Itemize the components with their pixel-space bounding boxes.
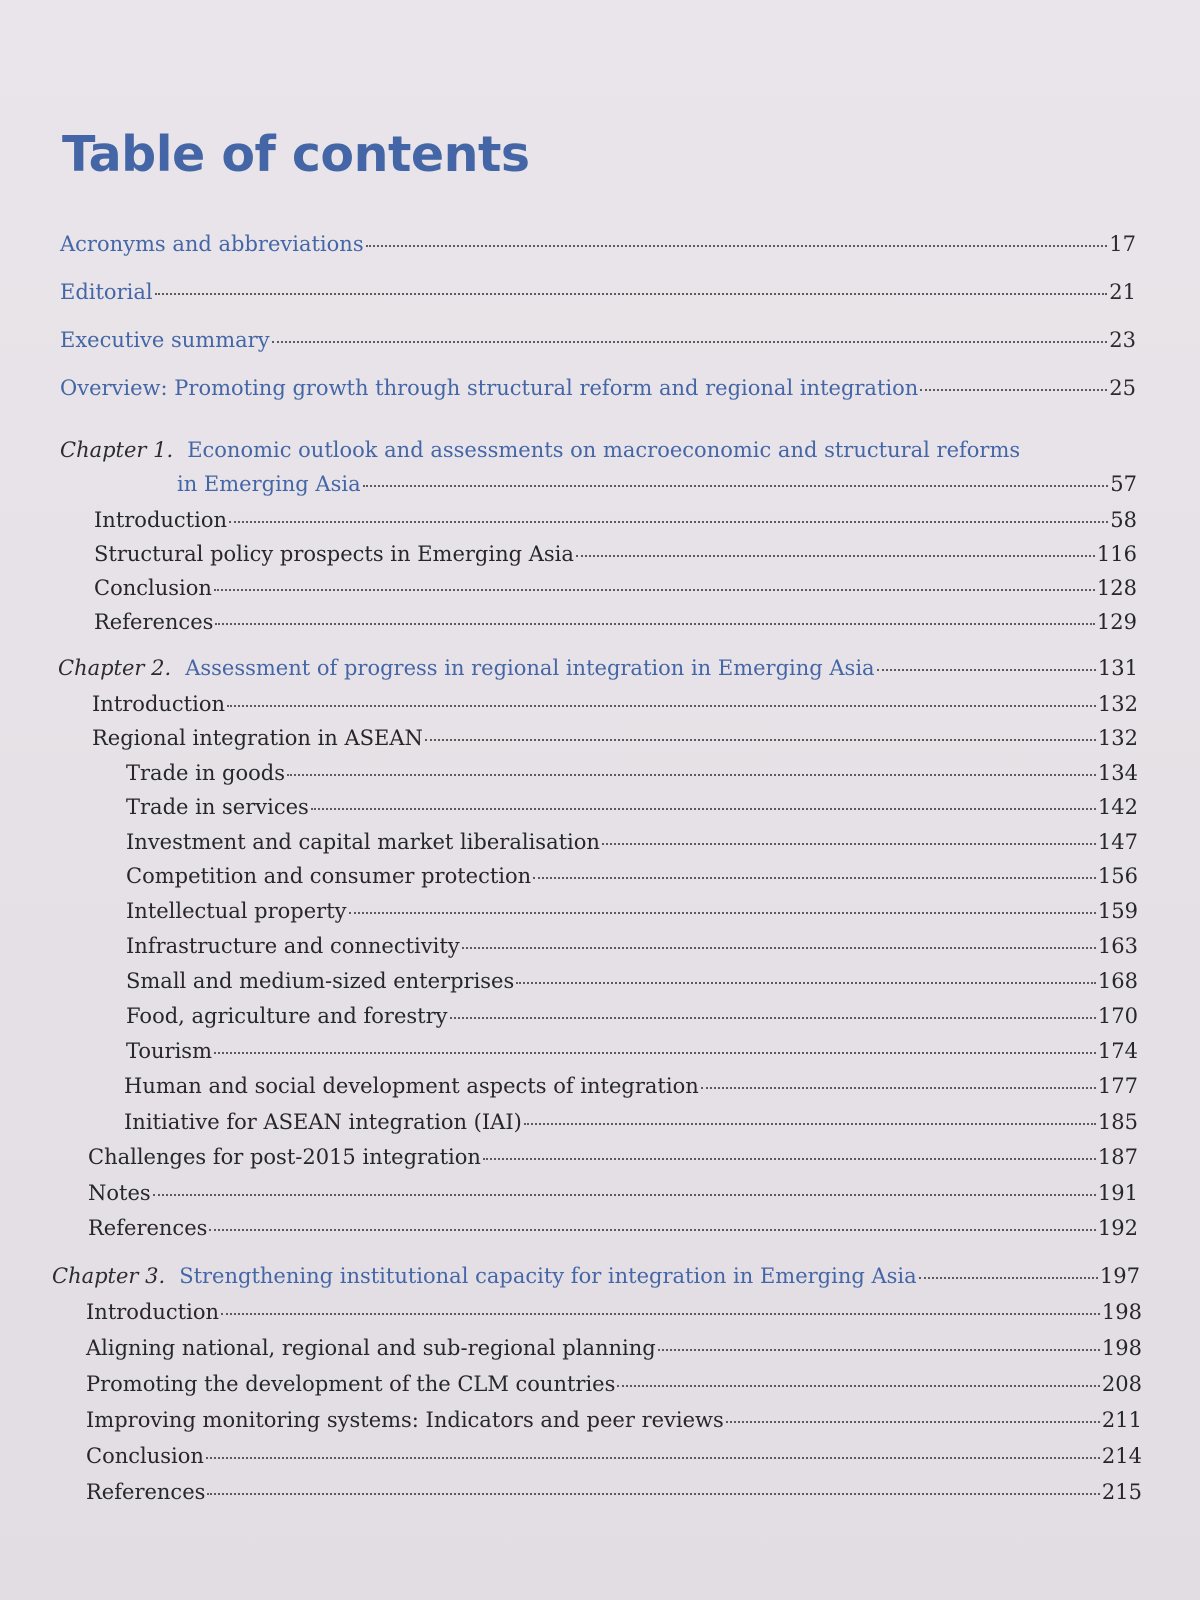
dot-leader — [450, 1017, 1096, 1019]
toc-entry-page: 163 — [1097, 934, 1138, 958]
toc-entry-label: Improving monitoring systems: Indicators and peer reviews — [86, 1408, 724, 1432]
toc-entry-label: Tourism — [126, 1039, 212, 1063]
toc-entry-page: 58 — [1110, 508, 1137, 532]
toc-entry-label: Trade in goods — [126, 761, 285, 785]
dot-leader — [366, 245, 1108, 247]
chapter-page: 131 — [1097, 656, 1138, 680]
chapter-number: Chapter 2. — [58, 656, 172, 680]
toc-entry-editorial[interactable] — [60, 280, 1136, 304]
toc-entry-label: Infrastructure and connectivity — [126, 934, 460, 958]
toc-entry-page: 25 — [1109, 376, 1136, 400]
toc-entry-page: 177 — [1097, 1074, 1138, 1098]
dot-leader — [877, 669, 1096, 671]
toc-entry-page: 211 — [1101, 1408, 1142, 1432]
dot-leader — [215, 623, 1095, 625]
toc-entry-page: 116 — [1096, 542, 1137, 566]
toc-subentry[interactable] — [126, 899, 1138, 923]
toc-entry-page: 198 — [1101, 1300, 1142, 1324]
toc-entry-label: Promoting the development of the CLM countries — [86, 1372, 616, 1396]
toc-entry-page: 147 — [1097, 830, 1138, 854]
dot-leader — [349, 912, 1096, 914]
dot-leader — [726, 1421, 1100, 1423]
toc-entry-label: References — [86, 1480, 206, 1504]
toc-subentry[interactable] — [126, 830, 1138, 854]
chapter-1-heading[interactable] — [60, 438, 1136, 462]
toc-entry-label: Aligning national, regional and sub-regional planning — [86, 1336, 656, 1360]
toc-subentry[interactable] — [126, 795, 1138, 819]
chapter-2-heading[interactable] — [58, 656, 1138, 680]
toc-entry-label: Investment and capital market liberalisation — [126, 830, 600, 854]
toc-entry-page: 214 — [1101, 1444, 1142, 1468]
chapter-number: Chapter 3. — [52, 1264, 166, 1288]
toc-subentry[interactable] — [126, 969, 1138, 993]
toc-entry-page: 168 — [1097, 969, 1138, 993]
toc-entry-label: Introduction — [94, 508, 227, 532]
toc-entry-page: 132 — [1097, 692, 1138, 716]
dot-leader — [227, 705, 1096, 707]
toc-entry-page: 21 — [1109, 280, 1136, 304]
dot-leader — [533, 877, 1096, 879]
toc-entry[interactable] — [86, 1444, 1142, 1468]
dot-leader — [214, 1052, 1096, 1054]
dot-leader — [272, 341, 1108, 343]
dot-leader — [311, 808, 1096, 810]
toc-entry-page: 185 — [1097, 1110, 1138, 1134]
toc-entry-executive-summary[interactable] — [60, 328, 1136, 352]
toc-entry-label: Conclusion — [86, 1444, 204, 1468]
chapter-page: 57 — [1110, 472, 1137, 496]
toc-entry-label: Notes — [88, 1181, 151, 1205]
toc-entry-overview[interactable] — [60, 376, 1136, 400]
toc-entry-page: 198 — [1101, 1336, 1142, 1360]
dot-leader — [207, 1493, 1100, 1495]
toc-entry-label: Introduction — [86, 1300, 219, 1324]
toc-entry-page: 191 — [1097, 1181, 1138, 1205]
toc-entry-label: Small and medium-sized enterprises — [126, 969, 515, 993]
dot-leader — [483, 1158, 1096, 1160]
toc-entry-label: References — [88, 1216, 208, 1240]
toc-entry-label: Editorial — [60, 280, 153, 304]
dot-leader — [209, 1229, 1096, 1231]
toc-entry-label: References — [94, 610, 214, 634]
toc-entry-page: 215 — [1101, 1480, 1142, 1504]
dot-leader — [576, 555, 1095, 557]
toc-entry[interactable] — [88, 1181, 1138, 1205]
toc-entry-page: 132 — [1097, 726, 1138, 750]
toc-entry[interactable] — [86, 1300, 1142, 1324]
dot-leader — [617, 1385, 1100, 1387]
toc-entry-page: 156 — [1097, 864, 1138, 888]
dot-leader — [462, 947, 1096, 949]
dot-leader — [363, 485, 1109, 487]
toc-entry[interactable] — [88, 1216, 1138, 1240]
toc-subentry[interactable] — [126, 1039, 1138, 1063]
chapter-3-heading[interactable] — [52, 1264, 1140, 1288]
dot-leader — [516, 982, 1096, 984]
chapter-1-heading-cont[interactable] — [177, 472, 1137, 496]
toc-entry-page: 23 — [1109, 328, 1136, 352]
dot-leader — [155, 293, 1108, 295]
dot-leader — [425, 739, 1096, 741]
toc-subentry[interactable] — [126, 761, 1138, 785]
toc-entry-label: Trade in services — [126, 795, 309, 819]
toc-entry[interactable] — [92, 692, 1138, 716]
toc-entry-label: Executive summary — [60, 328, 270, 352]
toc-entry[interactable] — [86, 1480, 1142, 1504]
toc-entry-label: Intellectual property — [126, 899, 347, 923]
toc-entry[interactable] — [88, 1145, 1138, 1169]
toc-entry-label: Regional integration in ASEAN — [92, 726, 423, 750]
toc-entry-page: 129 — [1096, 610, 1137, 634]
toc-subentry[interactable] — [126, 864, 1138, 888]
toc-entry[interactable] — [94, 610, 1137, 634]
dot-leader — [524, 1123, 1096, 1125]
toc-entry-label: Human and social development aspects of integration — [124, 1074, 699, 1098]
toc-entry-page: 174 — [1097, 1039, 1138, 1063]
toc-entry-page: 17 — [1109, 232, 1136, 256]
toc-entry[interactable] — [94, 508, 1137, 532]
dot-leader — [206, 1457, 1100, 1459]
dot-leader — [153, 1194, 1096, 1196]
toc-entry-label: Conclusion — [94, 576, 212, 600]
dot-leader — [229, 521, 1108, 523]
dot-leader — [658, 1349, 1100, 1351]
toc-subentry[interactable] — [126, 934, 1138, 958]
toc-subentry[interactable] — [126, 1004, 1138, 1028]
chapter-title-line1: Economic outlook and assessments on macroeconomic and structural reforms — [187, 438, 1021, 462]
dot-leader — [919, 1277, 1098, 1279]
toc-entry-label: Introduction — [92, 692, 225, 716]
toc-entry[interactable] — [86, 1372, 1142, 1396]
chapter-title: Strengthening institutional capacity for integration in Emerging Asia — [179, 1264, 917, 1288]
toc-entry[interactable] — [92, 726, 1138, 750]
dot-leader — [701, 1087, 1096, 1089]
toc-entry[interactable] — [94, 542, 1137, 566]
toc-entry-label: Challenges for post-2015 integration — [88, 1145, 481, 1169]
toc-entry-page: 134 — [1097, 761, 1138, 785]
chapter-title: Assessment of progress in regional integration in Emerging Asia — [185, 656, 875, 680]
dot-leader — [920, 389, 1107, 391]
chapter-page: 197 — [1099, 1264, 1140, 1288]
toc-entry-page: 142 — [1097, 795, 1138, 819]
toc-entry[interactable] — [86, 1408, 1142, 1432]
toc-entry-page: 128 — [1096, 576, 1137, 600]
dot-leader — [602, 843, 1096, 845]
page-title: Table of contents — [62, 126, 530, 183]
toc-entry-label: Competition and consumer protection — [126, 864, 532, 888]
toc-entry[interactable] — [94, 576, 1137, 600]
toc-subentry[interactable] — [124, 1074, 1138, 1098]
chapter-number: Chapter 1. — [60, 438, 174, 462]
dot-leader — [214, 589, 1095, 591]
toc-entry-page: 192 — [1097, 1216, 1138, 1240]
toc-entry-page: 208 — [1101, 1372, 1142, 1396]
toc-entry-page: 170 — [1097, 1004, 1138, 1028]
toc-entry-page: 159 — [1097, 899, 1138, 923]
toc-entry-page: 187 — [1097, 1145, 1138, 1169]
dot-leader — [221, 1313, 1100, 1315]
toc-entry-label: Initiative for ASEAN integration (IAI) — [124, 1110, 522, 1134]
toc-entry-label: Structural policy prospects in Emerging Asia — [94, 542, 574, 566]
toc-subentry[interactable] — [124, 1110, 1138, 1134]
toc-entry-label: Food, agriculture and forestry — [126, 1004, 448, 1028]
toc-entry[interactable] — [86, 1336, 1142, 1360]
toc-entry-acronyms[interactable] — [60, 232, 1136, 256]
dot-leader — [287, 774, 1096, 776]
toc-entry-label: Overview: Promoting growth through structural reform and regional integration — [60, 376, 919, 400]
toc-entry-label: Acronyms and abbreviations — [60, 232, 364, 256]
chapter-title-line2: in Emerging Asia — [177, 472, 361, 496]
